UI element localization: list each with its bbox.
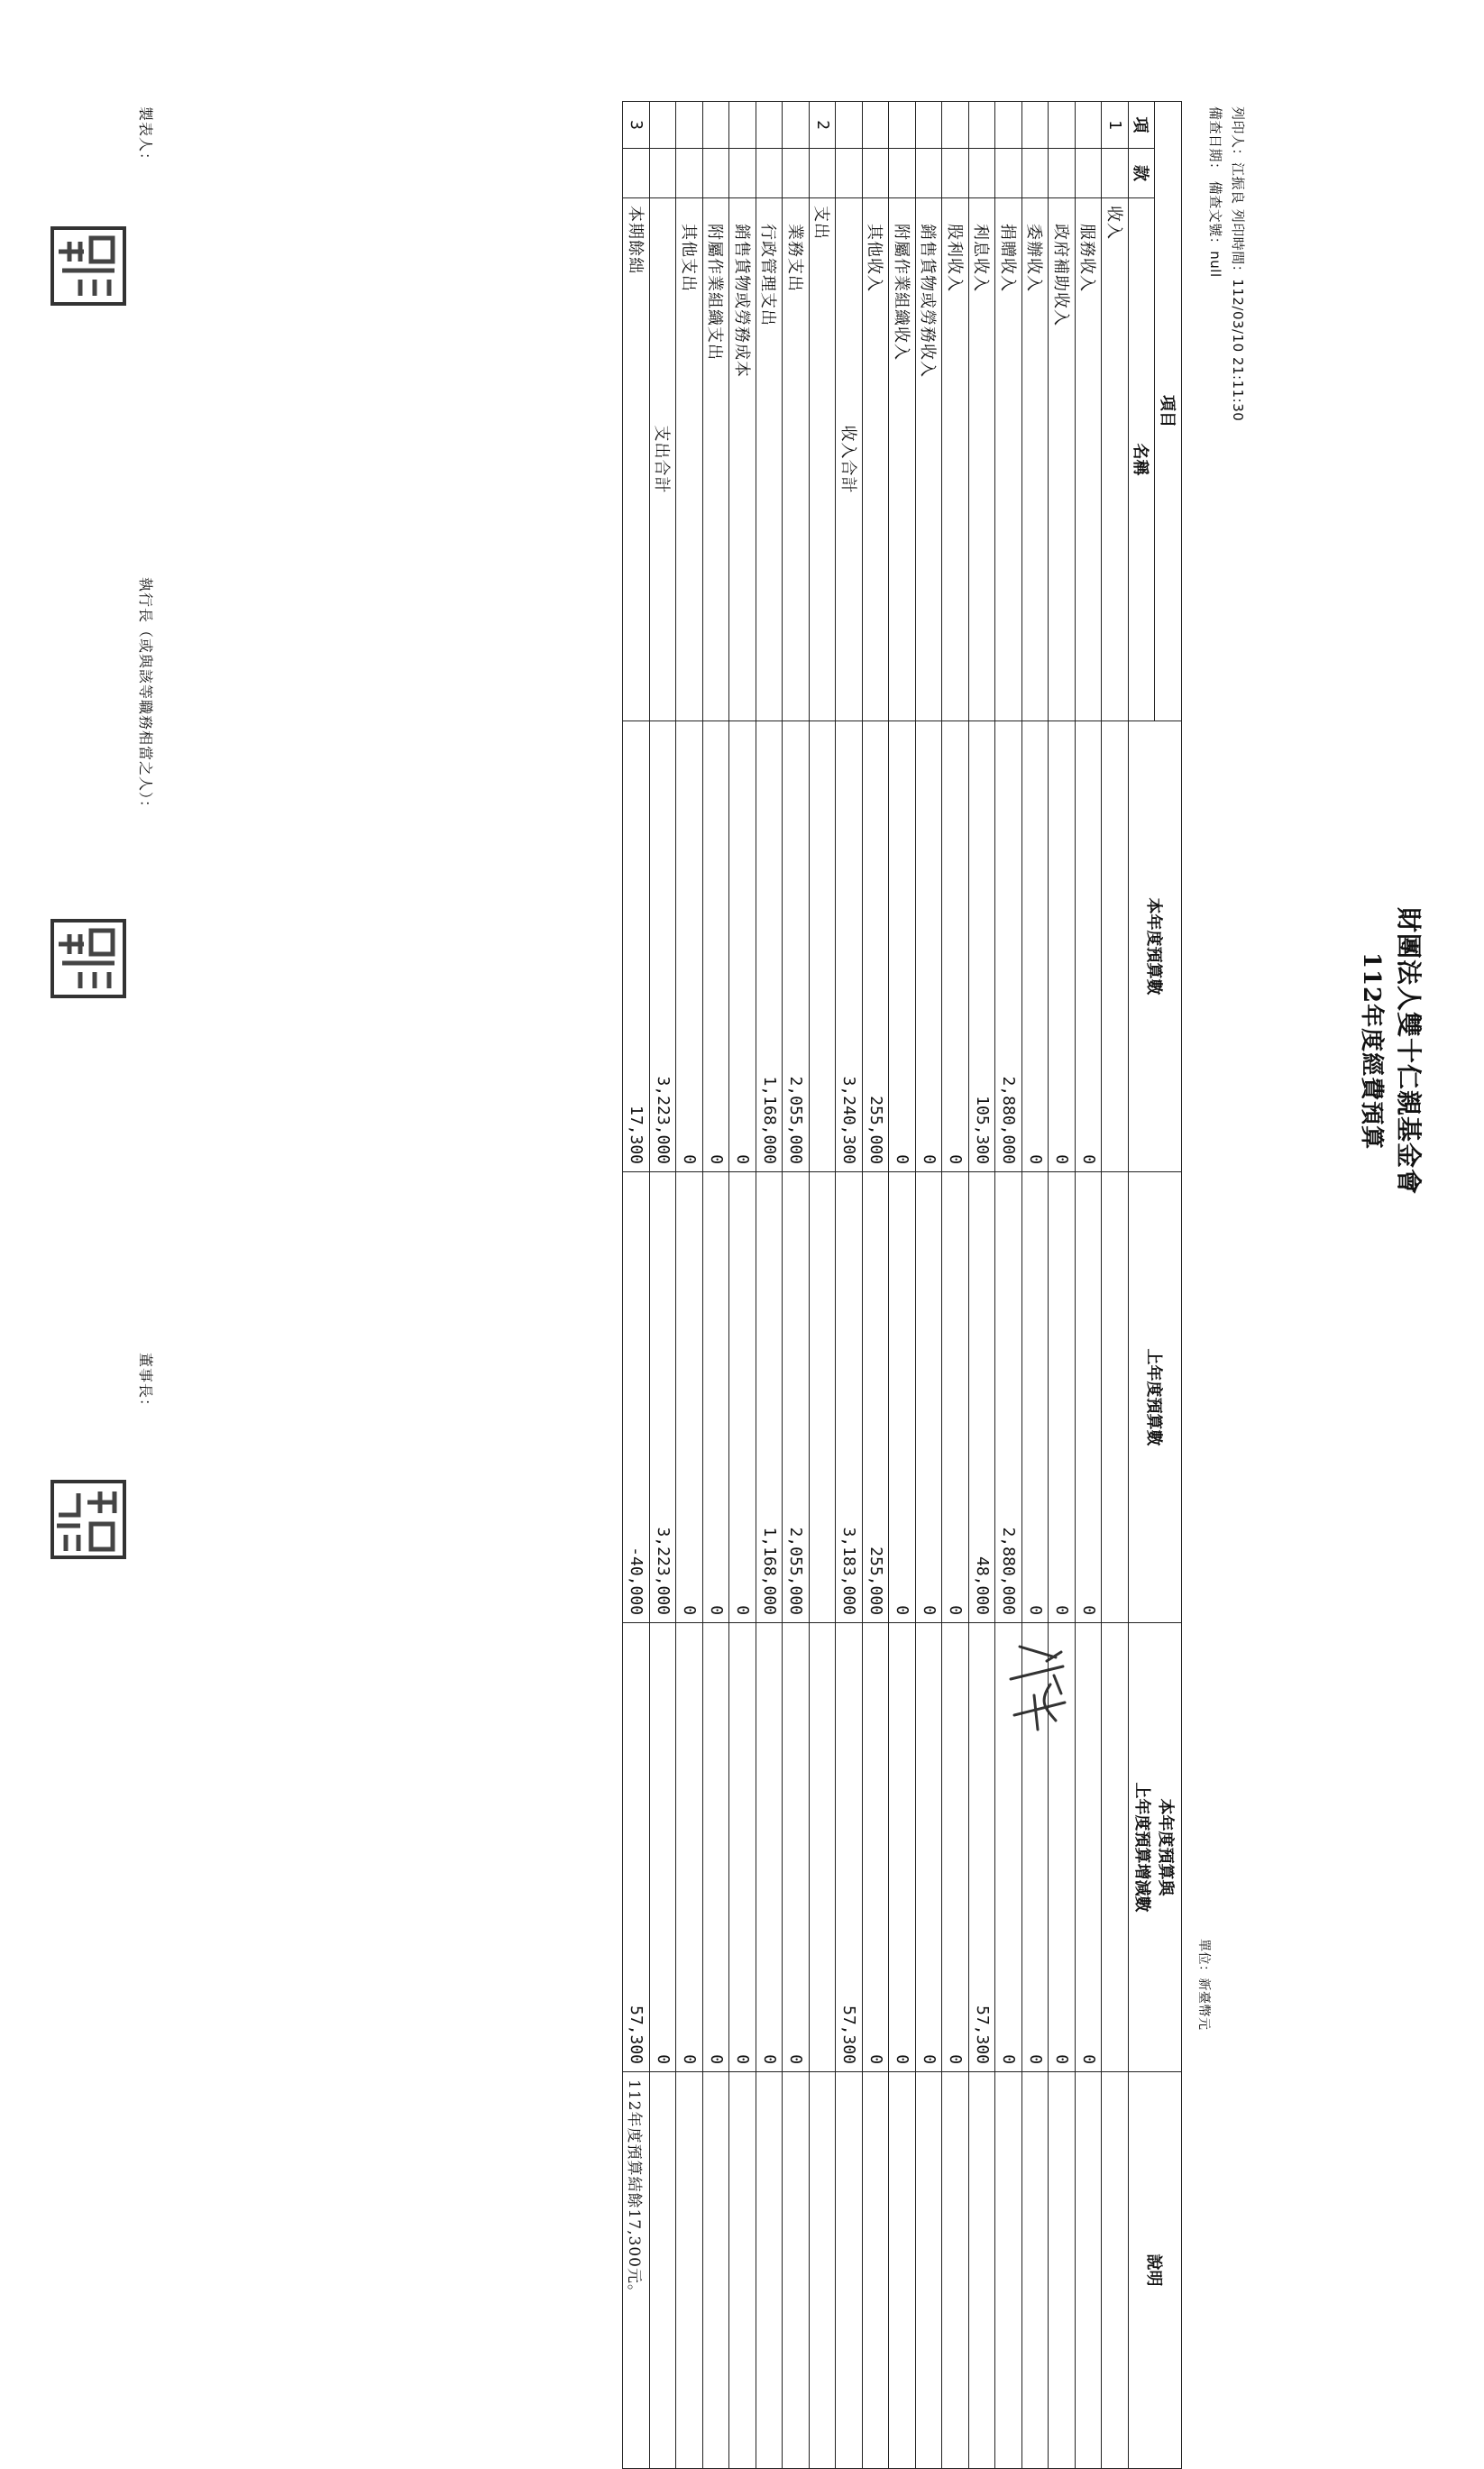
cell-xiang <box>889 102 916 149</box>
cell-note <box>729 2072 756 2469</box>
cell-current: 1,168,000 <box>756 721 783 1172</box>
cell-note <box>650 2072 677 2469</box>
cell-name: 支出合計 <box>650 198 677 721</box>
cell-previous <box>810 1172 837 1623</box>
cell-xiang <box>863 102 890 149</box>
cell-xiang <box>995 102 1022 149</box>
cell-xiang <box>729 102 756 149</box>
cell-name: 服務收入 <box>1076 198 1103 721</box>
cell-kuan <box>676 149 703 198</box>
table-row <box>783 102 810 2469</box>
cell-name: 其他收入 <box>863 198 890 721</box>
cell-name: 行政管理支出 <box>756 198 783 721</box>
cell-kuan <box>1022 149 1049 198</box>
cell-current: 17,300 <box>623 721 650 1172</box>
header-previous: 上年度預算數 <box>1129 1172 1182 1623</box>
cell-current: 3,240,300 <box>836 721 863 1172</box>
table-row <box>1076 102 1103 2469</box>
cell-name: 附屬作業組織支出 <box>703 198 730 721</box>
cell-kuan <box>916 149 943 198</box>
cell-name: 銷售貨物或勞務成本 <box>729 198 756 721</box>
cell-kuan <box>623 149 650 198</box>
cell-xiang <box>836 102 863 149</box>
cell-current: 0 <box>916 721 943 1172</box>
cell-diff: 0 <box>783 1623 810 2072</box>
header-name: 名稱 <box>1129 198 1156 721</box>
cell-name: 政府補助收入 <box>1049 198 1076 721</box>
cell-note <box>995 2072 1022 2469</box>
cell-previous: 0 <box>676 1172 703 1623</box>
header-item: 項目 <box>1155 102 1182 721</box>
cell-diff: 0 <box>650 1623 677 2072</box>
document-subtitle: 112年度經費預算 <box>1358 951 1385 1151</box>
cell-diff <box>810 1623 837 2072</box>
cell-xiang <box>703 102 730 149</box>
table-row <box>1022 102 1049 2469</box>
table-row-total <box>650 102 677 2469</box>
table-row <box>995 102 1022 2469</box>
cell-previous: 3,223,000 <box>650 1172 677 1623</box>
cell-previous: 0 <box>889 1172 916 1623</box>
cell-kuan <box>889 149 916 198</box>
table-row <box>969 102 996 2469</box>
cell-name: 附屬作業組織收入 <box>889 198 916 721</box>
chairman-label: 董事長： <box>137 1353 154 1415</box>
cell-kuan <box>995 149 1022 198</box>
cell-current: 2,880,000 <box>995 721 1022 1172</box>
cell-previous: 0 <box>1049 1172 1076 1623</box>
cell-name: 支出 <box>810 198 837 721</box>
cell-diff: 0 <box>863 1623 890 2072</box>
cell-previous: 48,000 <box>969 1172 996 1623</box>
cell-diff: 0 <box>676 1623 703 2072</box>
cell-diff: 0 <box>703 1623 730 2072</box>
header-xiang: 項 <box>1129 102 1156 149</box>
cell-current <box>810 721 837 1172</box>
header-diff-line2: 上年度預算增減數 <box>1132 1782 1151 1913</box>
table-row-total <box>836 102 863 2469</box>
table-row <box>676 102 703 2469</box>
cell-previous: 3,183,000 <box>836 1172 863 1623</box>
cell-kuan <box>783 149 810 198</box>
cell-diff: 57,300 <box>836 1623 863 2072</box>
executive-seal-stamp <box>50 918 127 999</box>
cell-current: 0 <box>676 721 703 1172</box>
cell-current: 0 <box>703 721 730 1172</box>
cell-name: 其他支出 <box>676 198 703 721</box>
cell-current <box>1102 721 1129 1172</box>
cell-kuan <box>1049 149 1076 198</box>
cell-note <box>756 2072 783 2469</box>
cell-diff: 0 <box>1076 1623 1103 2072</box>
cell-current: 3,223,000 <box>650 721 677 1172</box>
table-row <box>889 102 916 2469</box>
cell-current: 2,055,000 <box>783 721 810 1172</box>
cell-current: 105,300 <box>969 721 996 1172</box>
cell-name: 銷售貨物或勞務收入 <box>916 198 943 721</box>
cell-note <box>1022 2072 1049 2469</box>
table-row <box>942 102 969 2469</box>
cell-kuan <box>703 149 730 198</box>
cell-xiang <box>1022 102 1049 149</box>
table-row <box>1049 102 1076 2469</box>
cell-xiang <box>676 102 703 149</box>
header-diff <box>1129 1623 1182 2072</box>
table-row <box>1102 102 1129 2469</box>
preparer-label: 製表人： <box>137 106 154 169</box>
cell-diff: 0 <box>889 1623 916 2072</box>
table-row-balance <box>623 102 650 2469</box>
cell-name: 委辦收入 <box>1022 198 1049 721</box>
cell-diff: 0 <box>756 1623 783 2072</box>
cell-note <box>889 2072 916 2469</box>
cell-note: 112年度預算結餘17,300元。 <box>623 2072 650 2469</box>
table-row <box>916 102 943 2469</box>
budget-table <box>623 101 1183 2469</box>
cell-current: 0 <box>889 721 916 1172</box>
cell-note <box>942 2072 969 2469</box>
cell-name: 捐贈收入 <box>995 198 1022 721</box>
cell-name: 利息收入 <box>969 198 996 721</box>
print-info: 列印人：江振良 列印時間：112/03/10 21:11:30 <box>1230 106 1246 422</box>
cell-note <box>783 2072 810 2469</box>
cell-note <box>836 2072 863 2469</box>
cell-previous: 255,000 <box>863 1172 890 1623</box>
cell-xiang <box>783 102 810 149</box>
cell-xiang <box>1076 102 1103 149</box>
cell-name: 收入 <box>1102 198 1129 721</box>
cell-kuan <box>969 149 996 198</box>
header-note: 說明 <box>1129 2072 1182 2469</box>
cell-name: 收入合計 <box>836 198 863 721</box>
cell-previous: 0 <box>703 1172 730 1623</box>
cell-xiang: 2 <box>810 102 837 149</box>
cell-diff: 57,300 <box>623 1623 650 2072</box>
document-title: 財團法人雙十仁親基金會 <box>1394 906 1424 1195</box>
cell-kuan <box>756 149 783 198</box>
cell-xiang: 3 <box>623 102 650 149</box>
cell-note <box>1076 2072 1103 2469</box>
cell-current: 0 <box>729 721 756 1172</box>
cell-xiang <box>969 102 996 149</box>
cell-current: 0 <box>1076 721 1103 1172</box>
cell-current: 0 <box>1022 721 1049 1172</box>
cell-kuan <box>810 149 837 198</box>
cell-kuan <box>1076 149 1103 198</box>
cell-name: 業務支出 <box>783 198 810 721</box>
cell-previous <box>1102 1172 1129 1623</box>
cell-note <box>1102 2072 1129 2469</box>
cell-kuan <box>729 149 756 198</box>
review-info: 備查日期： 備查文號：null <box>1207 106 1223 278</box>
chairman-seal-stamp <box>50 1479 127 1560</box>
table-row <box>729 102 756 2469</box>
cell-previous: 2,880,000 <box>995 1172 1022 1623</box>
cell-xiang <box>756 102 783 149</box>
cell-note <box>863 2072 890 2469</box>
cell-xiang: 1 <box>1102 102 1129 149</box>
currency-unit: 單位：新臺幣元 <box>1196 1939 1211 2031</box>
cell-xiang <box>650 102 677 149</box>
cell-diff: 57,300 <box>969 1623 996 2072</box>
cell-previous: 0 <box>916 1172 943 1623</box>
cell-kuan <box>942 149 969 198</box>
cell-current: 0 <box>942 721 969 1172</box>
cell-previous: 0 <box>729 1172 756 1623</box>
cell-name: 本期餘絀 <box>623 198 650 721</box>
cell-previous: 2,055,000 <box>783 1172 810 1623</box>
cell-diff: 0 <box>729 1623 756 2072</box>
cell-xiang <box>1049 102 1076 149</box>
cell-kuan <box>650 149 677 198</box>
header-kuan: 款 <box>1129 149 1156 198</box>
cell-xiang <box>916 102 943 149</box>
header-row-1 <box>1155 102 1182 2469</box>
cell-note <box>916 2072 943 2469</box>
header-current: 本年度預算數 <box>1129 721 1182 1172</box>
cell-diff: 0 <box>1022 1623 1049 2072</box>
cell-note <box>969 2072 996 2469</box>
cell-diff: 0 <box>942 1623 969 2072</box>
cell-diff: 0 <box>995 1623 1022 2072</box>
cell-xiang <box>942 102 969 149</box>
cell-current: 255,000 <box>863 721 890 1172</box>
cell-note <box>1049 2072 1076 2469</box>
cell-name: 股利收入 <box>942 198 969 721</box>
cell-note <box>676 2072 703 2469</box>
cell-current: 0 <box>1049 721 1076 1172</box>
table-row <box>810 102 837 2469</box>
cell-kuan <box>863 149 890 198</box>
cell-diff: 0 <box>1049 1623 1076 2072</box>
table-row <box>756 102 783 2469</box>
table-row <box>703 102 730 2469</box>
cell-kuan <box>1102 149 1129 198</box>
cell-kuan <box>836 149 863 198</box>
cell-diff: 0 <box>916 1623 943 2072</box>
cell-note <box>810 2072 837 2469</box>
cell-note <box>703 2072 730 2469</box>
cell-previous: 0 <box>942 1172 969 1623</box>
cell-previous: -40,000 <box>623 1172 650 1623</box>
cell-previous: 0 <box>1076 1172 1103 1623</box>
preparer-seal-stamp <box>50 225 127 307</box>
cell-previous: 0 <box>1022 1172 1049 1623</box>
cell-previous: 1,168,000 <box>756 1172 783 1623</box>
cell-diff <box>1102 1623 1129 2072</box>
executive-label: 執行長（或與該等職務相當之人）： <box>137 577 154 816</box>
header-diff-line1: 本年度預算與 <box>1156 1798 1175 1896</box>
table-row <box>863 102 890 2469</box>
